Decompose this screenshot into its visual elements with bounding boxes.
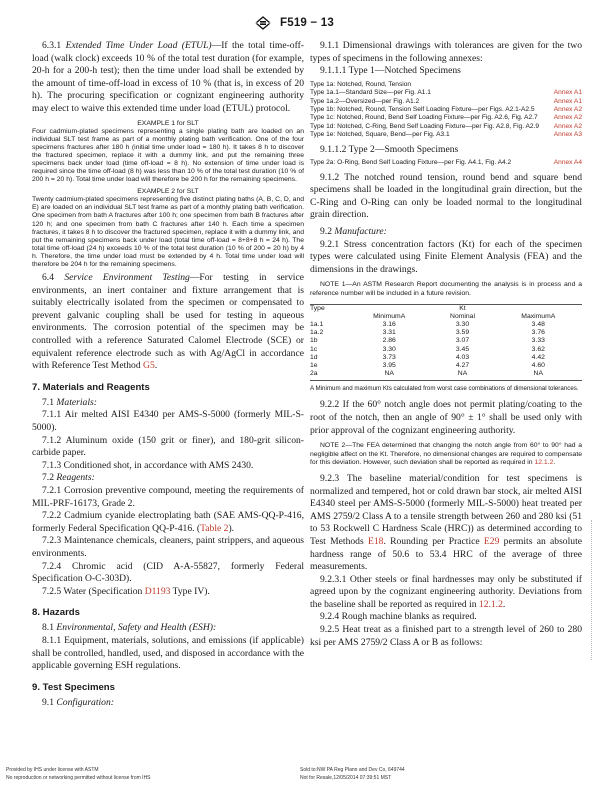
section-title: Configuration: xyxy=(56,696,114,708)
annex-label: Type 1e: Notched, Square, Bend—per Fig. A3.1 xyxy=(310,131,450,139)
table-cell: 3.16 xyxy=(382,320,396,328)
section-title: Reagents: xyxy=(56,472,95,484)
annex-reference-link[interactable]: Annex A2 xyxy=(553,122,582,130)
annex-reference-link[interactable]: Annex A1 xyxy=(553,89,582,97)
annex-list-type-1 xyxy=(310,81,582,140)
table-cell: 3.33 xyxy=(531,337,545,345)
section-number: 7.2 xyxy=(42,472,54,484)
table-cell: 3.07 xyxy=(455,337,470,345)
table-cell: 2a xyxy=(310,370,318,378)
paragraph-7-2-2 xyxy=(32,510,304,535)
table-row xyxy=(310,305,582,313)
table-cell: 1b xyxy=(310,337,318,345)
table-cell: 4.27 xyxy=(455,361,470,369)
table-cell: NA xyxy=(533,370,543,378)
table-row xyxy=(310,337,582,345)
table-cell: Kt xyxy=(459,304,466,312)
table-rule xyxy=(310,380,582,381)
ref-link-12-1-2[interactable]: 12.1.2 xyxy=(534,459,554,467)
table-row xyxy=(310,313,582,321)
table-cell: 3.62 xyxy=(531,345,545,353)
section-heading-7: 7. Materials and Reagents xyxy=(32,381,150,393)
section-heading-8: 8. Hazards xyxy=(32,607,80,619)
paragraph-9-2 xyxy=(310,226,582,239)
section-number: 6.4 xyxy=(42,272,54,284)
punctuation: . xyxy=(502,598,506,610)
paragraph-7-2-1: 7.2.1 Corrosion preventive compound, meeting the requirements of MIL-PRF-16173, Grade 2. xyxy=(32,484,304,509)
table-cell: NA xyxy=(384,370,394,378)
table-cell: 3.73 xyxy=(382,353,396,361)
paragraph-9-2-3 xyxy=(310,473,582,574)
ref-link-d1193[interactable]: D1193 xyxy=(144,585,171,597)
note-2 xyxy=(310,442,582,468)
table-cell xyxy=(348,305,431,313)
paragraph-9-1-1-2: 9.1.1.2 Type 2—Smooth Specimens xyxy=(320,143,459,155)
table-cell: NA xyxy=(457,370,468,378)
table-cell: 3.30 xyxy=(455,320,470,328)
example-2-title: EXAMPLE 2 for SLT xyxy=(137,188,199,196)
paragraph-7-2-3: 7.2.3 Maintenance chemicals, cleaners, paint strippers, and aqueous environments. xyxy=(32,535,304,559)
footer-license-text: Provided by IHS under license with ASTM xyxy=(6,767,99,773)
paragraph-9-2-5: 9.2.5 Heat treat as a finished part to a strength level of 260 to 280 ksi per AMS 2759/2 Class A or B as follows: xyxy=(310,624,582,648)
section-number: 9.1 xyxy=(42,696,54,708)
paragraph-text: 9.2.3 The baseline material/condition for test specimens is normalized and tempered, hot or cold drawn bar stock, air melted AISI E4340 steel per AMS-S-5000 (formerly MIL-S-5000) heat treated per AMS 2759/2 Class A to a tensile strength between 260 and 280 ksi (51 to 53 Rockwell C Hardness Scale (HRC)) as determined according to Test Methods xyxy=(310,472,582,547)
note-text: NOTE 2—The FEA determined that changing the notch angle from 60° to 90° had a negligible affect on the Kt. Therefore, no dimensional changes are required to compensate for this deviation. However, such deviation shall be reported as required in xyxy=(310,442,582,467)
paragraph-7-1-3: 7.1.3 Conditioned shot, in accordance with AMS 2430. xyxy=(42,459,254,471)
paragraph-7-2-4: 7.2.4 Chromic acid (CID A-A-55827, formerly Federal Specification O-C-303D). xyxy=(32,560,304,585)
punctuation: Type IV). xyxy=(170,585,210,597)
annex-row xyxy=(310,98,582,106)
footer-left xyxy=(6,766,151,782)
table-row xyxy=(310,370,582,378)
annex-label: Type 1c: Notched, Round, Bend Self Loading Fixture—per Fig. A2.6, Fig. A2.7 xyxy=(310,114,538,122)
ref-link-g5[interactable]: G5 xyxy=(143,360,155,372)
footer-resale-text: Not for Resale,12/05/2014 07:39:51 MST xyxy=(300,775,392,781)
paragraph-6-3-1 xyxy=(32,40,304,116)
example-1-text: Four cadmium-plated specimens representing a single plating bath are loaded on an individual SLT test frame as part of a monthly plating bath verification. One of the four specimens fractures after 180 h (initial time under load = 180 h). It takes 8 h to discover the fractured specimen, replace it with a dummy link, and put the remaining three specimens back under load (time off-load = 8 h). No extension of time under load is required since the time off-load (8 h) was less than 10 % of the total test duration (10 % of 200 h = 20 h). Total time under load will therefore be 200 h for the remaining specimens. xyxy=(32,127,304,184)
table-row xyxy=(310,354,582,362)
ref-link-12-1-2[interactable]: 12.1.2 xyxy=(478,598,503,610)
section-title: Extended Time Under Load (ETUL) xyxy=(65,40,212,51)
table-cell: Type xyxy=(310,304,325,312)
section-title: Manufacture: xyxy=(334,226,387,237)
table-cell: MaximumA xyxy=(521,312,556,320)
table-cell xyxy=(310,313,348,321)
annex-label: Type 1a: Notched, Round, Tension xyxy=(310,80,412,88)
kt-table xyxy=(310,305,582,379)
annex-row xyxy=(310,106,582,114)
annex-row xyxy=(310,114,582,122)
document-title: F519 − 13 xyxy=(280,17,334,29)
punctuation: . xyxy=(553,459,556,467)
right-column xyxy=(310,40,582,649)
annex-label: Type 1a.2—Oversized—per Fig. A1.2 xyxy=(310,97,420,105)
table-cell: Nominal xyxy=(450,312,475,320)
table-cell: 1a.2 xyxy=(310,329,324,337)
paragraph-7-1-1: 7.1.1 Air melted AISI E4340 per AMS-S-5000 (formerly MIL-S-5000). xyxy=(32,409,304,433)
section-title: Service Environment Testing xyxy=(64,272,190,284)
punctuation: . xyxy=(154,360,158,372)
table-cell: MinimumA xyxy=(373,312,406,320)
margin-dots xyxy=(591,520,594,660)
table-cell: 4.03 xyxy=(455,353,470,361)
table-cell: 1e xyxy=(310,361,318,369)
annex-label: Type 2a: O-Ring, Bend Self Loading Fixture—per Fig. A4.1, Fig. A4.2 xyxy=(310,159,512,167)
footer-reproduction-text: No reproduction or networking permitted without license from IHS xyxy=(6,775,151,781)
annex-reference-link[interactable]: Annex A1 xyxy=(553,97,582,105)
annex-list-type-2 xyxy=(310,159,582,167)
annex-label: Type 1d: Notched, C-Ring, Bend Self Loading Fixture—per Fig. A2.8, Fig. A2.9 xyxy=(310,122,540,130)
paragraph-6-4 xyxy=(32,272,304,373)
table-footnote: A Minimum and maximum Kts calculated from worst case combinations of dimensional tolerances. xyxy=(310,385,579,393)
annex-label: Type 1a.1—Standard Size—per Fig. A1.1 xyxy=(310,89,431,97)
paragraph-9-1-1-1: 9.1.1.1 Type 1—Notched Specimens xyxy=(320,65,461,77)
table-cell xyxy=(495,305,582,313)
paragraph-text: 9.2.3.1 Other steels or final hardnesses may only be substituted if agreed upon by the cognizant engineering authority. Deviations from the baseline shall be reported as required in xyxy=(310,573,582,610)
paragraph-8-1 xyxy=(32,622,304,635)
paragraph-9-1-1: 9.1.1 Dimensional drawings with tolerances are given for the two types of specimens in the following annexes: xyxy=(310,40,582,64)
annex-row xyxy=(310,131,582,139)
annex-label: Type 1b: Notched, Round, Tension Self Loading Fixture—per Figs. A2.1-A2.5 xyxy=(310,106,535,113)
left-column xyxy=(32,40,304,709)
paragraph-7-1-2: 7.1.2 Aluminum oxide (150 grit or finer), and 180-grit silicon-carbide paper. xyxy=(32,434,304,459)
example-2-text: Twenty cadmium-plated specimens representing five distinct plating baths (A, B, C, D, and E) are loaded on an individual SLT test frame as part of a monthly plating bath verification. One specimen from bath A fractures after 100 h; one specimen from bath B fractures after 120 h; and one specimen from bath C fractures after 140 h. Each time a specimen fractures, it takes 8 h to discover the fractured specimen, replace it with a dummy link, and put the remaining specimens back under load (total time off-load = 8+8+8 h = 24 h). The total time off-load (24 h) exceeds 10 % of the total test duration (10 % of 200 = 20 h) by 4 h. Therefore, the time under load must be extended by 4 h. Total time under load will therefore be 204 h for the remaining specimens. xyxy=(32,196,304,268)
paragraph-9-2-3-1 xyxy=(310,574,582,612)
annex-row xyxy=(310,123,582,131)
footer-right xyxy=(300,766,405,782)
annex-reference-link[interactable]: Annex A3 xyxy=(553,131,582,139)
page-header xyxy=(0,8,600,30)
paragraph-9-1 xyxy=(32,697,304,710)
table-row xyxy=(310,321,582,329)
punctuation: ). xyxy=(228,522,235,534)
paragraph-7-2 xyxy=(32,472,304,485)
annex-row xyxy=(310,89,582,97)
astm-logo-icon xyxy=(255,16,271,30)
table-cell: 4.60 xyxy=(531,361,545,369)
section-number: 9.2 xyxy=(320,226,332,237)
paragraph-text: . Rounding per Practice xyxy=(383,535,484,547)
table-cell: 3.95 xyxy=(382,361,396,369)
example-1-title: EXAMPLE 1 for SLT xyxy=(137,119,199,127)
annex-reference-link[interactable]: Annex A2 xyxy=(553,114,582,122)
table-cell: 4.42 xyxy=(531,353,545,361)
paragraph-9-2-2: 9.2.2 If the 60° notch angle does not permit plating/coating to the root of the notch, then an angle of 90° ± 1° shall be used only with prior approval of the cognizant engineering authority. xyxy=(310,399,582,436)
table-cell: 3.31 xyxy=(382,329,396,337)
table-cell: 3.59 xyxy=(455,329,470,337)
paragraph-text: —If the total time-off-load (walk clock) exceeds 10 % of the total test duration (for example, 20-h for a 200-h test); then the time under load shall be extended by the amount of time-off-load in excess of 10 % (that is, in excess of 20 h). The procuring specification or cognizant engineering authority may elect to waive this extended time under load (ETUL) protocol. xyxy=(32,40,304,114)
annex-reference-link[interactable]: Annex A2 xyxy=(553,106,582,113)
paragraph-9-1-2: 9.1.2 The notched round tension, round bend and square bend specimens shall be loaded in the longitudinal grain direction, but the C-Ring and O-Ring can only be loaded normal to the longitudinal grain direction. xyxy=(310,171,582,221)
table-cell: 1d xyxy=(310,353,318,361)
table-cell: 3.48 xyxy=(531,320,545,328)
ref-link-e18[interactable]: E18 xyxy=(367,535,384,547)
paragraph-text: 7.2.5 Water (Specification xyxy=(42,585,145,597)
annex-reference-link[interactable]: Annex A4 xyxy=(553,159,582,167)
section-heading-9: 9. Test Specimens xyxy=(32,681,116,693)
table-cell: 3.76 xyxy=(531,329,545,337)
table-row xyxy=(310,362,582,370)
paragraph-text: permits an absolute hardness range of 50.6 to 53.4 HRC of the average of three measurements. xyxy=(310,535,582,573)
footer-sold-to-text: Sold to:NW PA Reg Plann and Dev Co, 649744 xyxy=(300,767,405,773)
paragraph-7-1 xyxy=(32,397,304,410)
table-cell: 3.30 xyxy=(382,345,396,353)
paragraph-9-2-1: 9.2.1 Stress concentration factors (Kt) for each of the specimen types were calculated using Finite Element Analysis (FEA) and the dimensions in the drawings. xyxy=(310,238,582,275)
section-title: Environmental, Safety and Health (ESH): xyxy=(56,622,217,634)
paragraph-text: 7.2.2 Cadmium cyanide electroplating bath (SAE AMS-QQ-P-416, formerly Federal Specification QQ-P-416. ( xyxy=(32,510,304,534)
annex-row xyxy=(310,159,582,167)
annex-row xyxy=(310,81,582,89)
table-cell: 1c xyxy=(310,345,318,353)
paragraph-7-2-5 xyxy=(32,586,304,599)
paragraph-text: —For testing in service environments, an inert container and fixture arrangement that is suitably electrically isolated from the specimen or compensated to prevent galvanic coupling shall be used for testing in aqueous environments. The corrosion potential of the specimen may be controlled with a reference Saturated Calomel Electrode (SCE) or equivalent reference electrode such as with Ag/AgCl in accordance with Reference Test Method xyxy=(32,272,304,372)
section-number: 8.1 xyxy=(42,622,54,634)
paragraph-9-2-4: 9.2.4 Rough machine blanks as required. xyxy=(320,611,477,623)
table-row xyxy=(310,329,582,337)
ref-link-e29[interactable]: E29 xyxy=(483,535,500,547)
kt-table-wrapper xyxy=(310,304,582,394)
section-number: 6.3.1 xyxy=(42,40,62,51)
section-number: 7.1 xyxy=(42,396,54,408)
table-row xyxy=(310,346,582,354)
paragraph-8-1-1: 8.1.1 Equipment, materials, solutions, and emissions (if applicable) shall be controlled, handled, used, and disposed in accordance with the applicable governing ESH regulations. xyxy=(32,634,305,672)
table-cell: 3.45 xyxy=(455,345,470,353)
section-title: Materials: xyxy=(56,396,97,408)
table-cell: 2.86 xyxy=(382,337,396,345)
ref-link-table-2[interactable]: Table 2 xyxy=(200,522,229,534)
table-cell: 1a.1 xyxy=(310,320,324,328)
note-1: NOTE 1—An ASTM Research Report documenting the analysis is in process and a reference number will be included in a future revision. xyxy=(310,281,582,297)
